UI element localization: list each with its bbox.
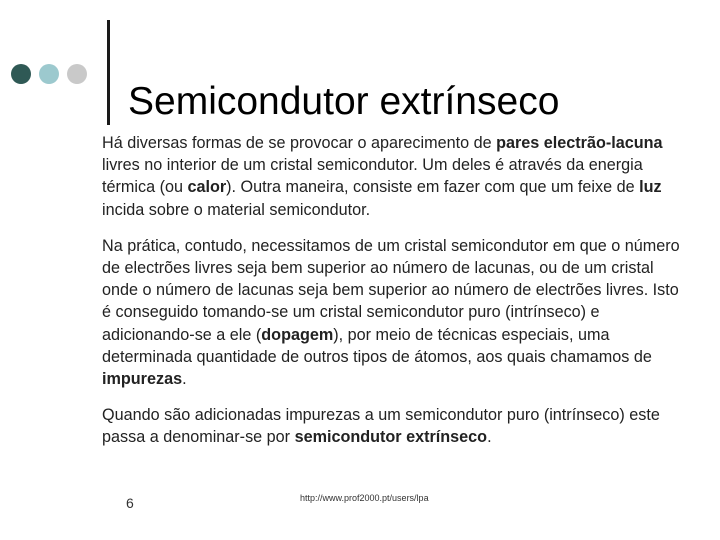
text-run: . (182, 370, 187, 389)
body-paragraph-2 (102, 235, 684, 390)
text-run: Na prática, contudo, necessitamos de um cristal semicondutor em que o número de electrões livres seja bem superior ao número de lacunas, ou de um cristal onde o número de lacunas seja bem superior ao número de electrões livres. Isto é conseguido tomando-se um cristal semicondutor puro (intrínseco) e adicionando-se a ele ( (102, 236, 680, 344)
page-number: 6 (126, 495, 134, 511)
body-paragraph-1 (102, 132, 684, 221)
bold-term: calor (187, 178, 227, 197)
bold-term: dopagem (261, 325, 334, 344)
dot-light-teal-icon (39, 64, 59, 84)
text-run: ), por meio de técnicas especiais, uma determinada quantidade de outros tipos de átomos, aos quais chamamos de (102, 325, 652, 366)
decorative-dots (11, 64, 101, 86)
text-run: incida sobre o material semicondutor. (102, 200, 371, 219)
dot-dark-teal-icon (11, 64, 31, 84)
footer-url: http://www.prof2000.pt/users/lpa (300, 493, 429, 503)
bold-term: impurezas (102, 370, 183, 389)
text-run: livres no interior de um cristal semicondutor. Um deles é através da energia térmica (ou (102, 156, 643, 197)
bold-term: luz (639, 178, 662, 197)
bold-term: pares electrão-lacuna (496, 134, 663, 152)
slide-body (102, 132, 684, 463)
text-run: Quando são adicionadas impurezas a um semicondutor puro (intrínseco) este passa a denominar-se por (102, 406, 660, 447)
dot-grey-icon (67, 64, 87, 84)
text-run: . (487, 428, 492, 447)
bold-term: semicondutor extrínseco (294, 428, 488, 447)
slide-title: Semicondutor extrínseco (128, 80, 560, 124)
body-paragraph-3 (102, 404, 684, 448)
title-divider-rule (107, 20, 110, 125)
text-run: ). Outra maneira, consiste em fazer com que um feixe de (226, 178, 640, 197)
text-run: Há diversas formas de se provocar o aparecimento de (102, 134, 497, 152)
